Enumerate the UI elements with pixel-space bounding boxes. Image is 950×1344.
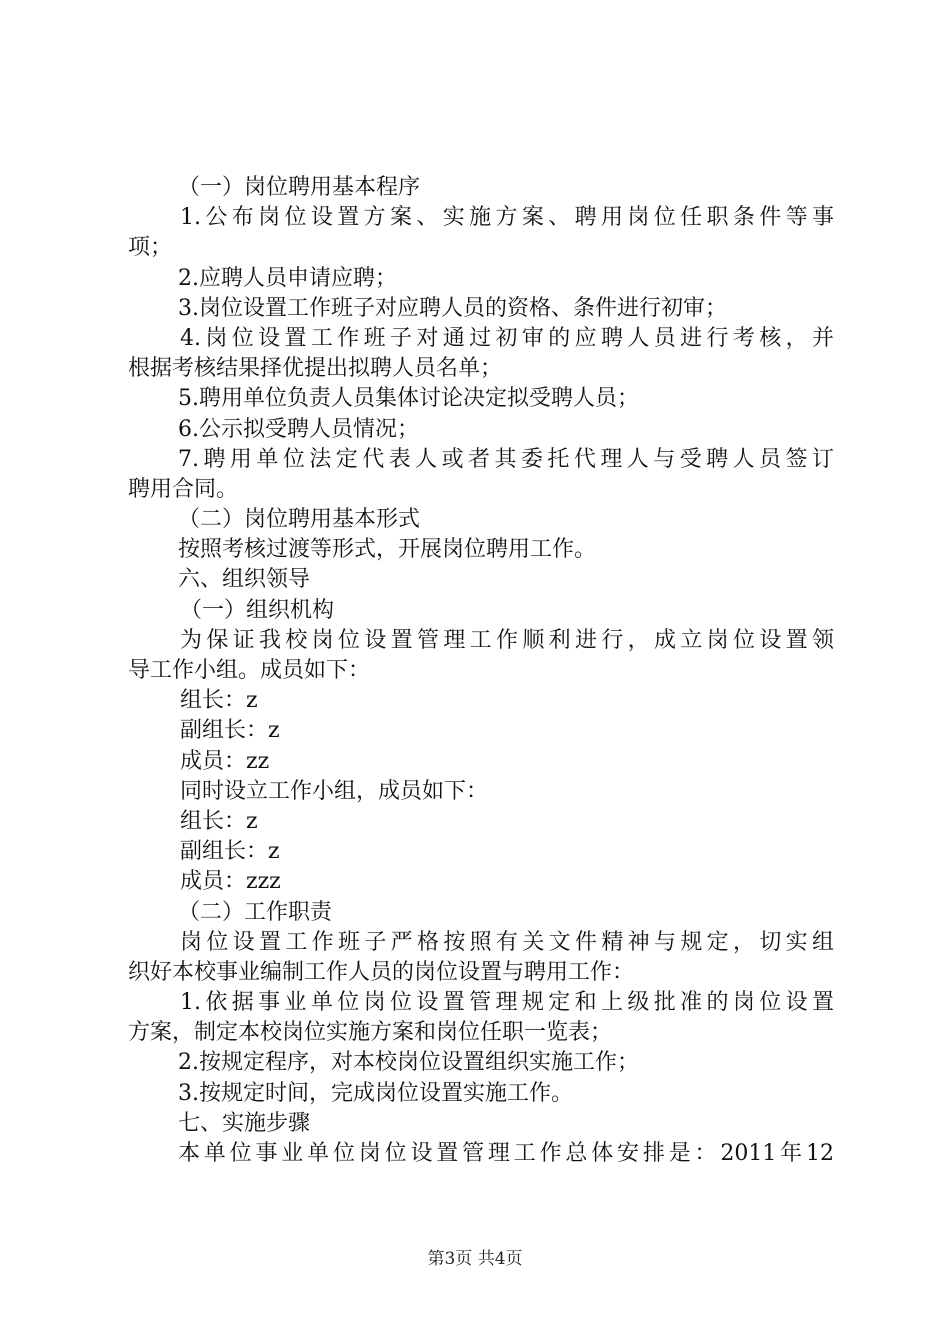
paragraph: 岗位设置工作班子严格按照有关文件精神与规定，切实组 <box>180 929 834 955</box>
member-line: 组长：z <box>180 688 258 714</box>
member-line: 成员：zzz <box>180 869 281 895</box>
list-item-5: 5.聘用单位负责人员集体讨论决定拟受聘人员； <box>178 386 639 412</box>
member-line: 副组长：z <box>180 839 280 865</box>
list-item-7-cont: 聘用合同。 <box>128 476 239 502</box>
list-item-3: 3.岗位设置工作班子对应聘人员的资格、条件进行初审； <box>178 295 727 321</box>
member-line: 组长：z <box>180 808 258 834</box>
paragraph-cont: 织好本校事业编制工作人员的岗位设置与聘用工作： <box>128 959 635 985</box>
list-item-1-cont: 项； <box>128 235 173 261</box>
list-item-4: 4.岗位设置工作班子对通过初审的应聘人员进行考核，并 <box>180 325 834 351</box>
list-item-4-cont: 根据考核结果择优提出拟聘人员名单； <box>128 356 503 382</box>
list-item-2: 2.应聘人员申请应聘； <box>178 265 397 291</box>
paragraph: 本单位事业单位岗位设置管理工作总体安排是：2011年12 <box>178 1141 834 1166</box>
member-line: 成员：zz <box>180 748 270 774</box>
list-item-6: 6.公示拟受聘人员情况； <box>178 416 419 442</box>
list-item-1: 1.依据事业单位岗位设置管理规定和上级批准的岗位设置 <box>180 990 834 1016</box>
list-item-3: 3.按规定时间，完成岗位设置实施工作。 <box>178 1080 573 1106</box>
document-body <box>128 173 834 1169</box>
page-footer: 第3页 共4页 <box>427 1249 523 1269</box>
subheading-recruitment-procedure: （一）岗位聘用基本程序 <box>178 175 421 200</box>
list-item-1: 1.公布岗位设置方案、实施方案、聘用岗位任职条件等事 <box>180 205 834 231</box>
list-item-1-cont: 方案，制定本校岗位实施方案和岗位任职一览表； <box>128 1020 613 1046</box>
member-line: 副组长：z <box>180 718 280 744</box>
section-heading-implementation: 七、实施步骤 <box>178 1110 311 1136</box>
paragraph: 为保证我校岗位设置管理工作顺利进行，成立岗位设置领 <box>180 627 834 653</box>
paragraph: 按照考核过渡等形式，开展岗位聘用工作。 <box>178 537 597 563</box>
list-item-7: 7.聘用单位法定代表人或者其委托代理人与受聘人员签订 <box>178 446 834 472</box>
subheading-organization: （一）组织机构 <box>180 597 335 623</box>
paragraph-cont: 导工作小组。成员如下： <box>128 658 371 683</box>
subheading-recruitment-form: （二）岗位聘用基本形式 <box>178 507 421 533</box>
paragraph: 同时设立工作小组，成员如下： <box>180 778 489 804</box>
section-heading-organization: 六、组织领导 <box>178 567 311 593</box>
subheading-duties: （二）工作职责 <box>178 899 333 925</box>
list-item-2: 2.按规定程序，对本校岗位设置组织实施工作； <box>178 1050 639 1076</box>
